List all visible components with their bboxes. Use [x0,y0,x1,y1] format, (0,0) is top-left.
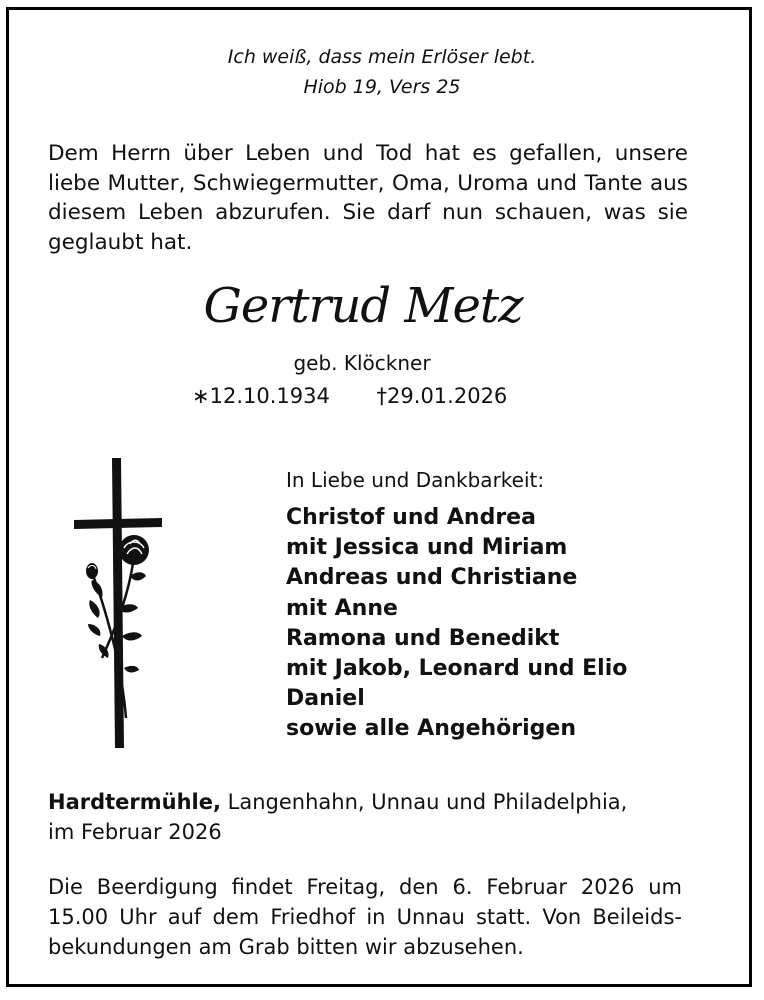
mourner-line: Ramona und Benedikt [286,625,560,651]
mourner-line: mit Jakob, Leonard und Elio [286,656,628,682]
birth-date: 12.10.1934 [209,384,330,408]
mourner-line: Andreas und Christiane [286,565,578,591]
verse-reference: Hiob 19, Vers 25 [303,76,461,98]
place-bold: Hardtermühle, [48,790,221,814]
thanks-heading: In Liebe und Dankbarkeit: [286,468,545,492]
place-rest: Langenhahn, Unnau und Philadelphia, [220,790,628,814]
intro-text: Dem Herrn über Leben und Tod hat es gefallen, unsere liebe Mutter, Schwiegermutter, Oma, Uroma und Tante aus diesem Leben abzurufen. Sie darf nun schauen, was sie geglaubt hat. [48,141,688,255]
death-cross-icon: † [376,384,388,408]
verse-quote: Ich weiß, dass mein Erlöser lebt. [227,46,537,68]
bible-verse [0,42,764,102]
notice-month: im Februar 2026 [48,820,222,844]
birth-star-icon: ∗ [192,384,210,408]
burial-info: Die Beerdigung findet Freitag, den 6. Februar 2026 um 15.00 Uhr auf dem Friedhof in Unnau statt. Von Beileids-bekundungen am Grab bitten wir abzusehen. [48,875,682,959]
life-dates [192,384,507,408]
deceased-name: Gertrud Metz [203,278,523,334]
place-and-date [48,787,627,847]
mourner-line: sowie alle Angehörigen [286,716,577,742]
mourner-line: Daniel [286,686,365,712]
maiden-name: geb. Klöckner [293,351,431,375]
mourner-line: Christof und Andrea [286,505,536,530]
death-date: 29.01.2026 [387,384,508,408]
mourner-line: mit Anne [286,595,398,621]
cross-with-rose-icon [72,458,172,748]
mourner-list [286,503,627,745]
mourner-line: mit Jessica und Miriam [286,535,568,561]
